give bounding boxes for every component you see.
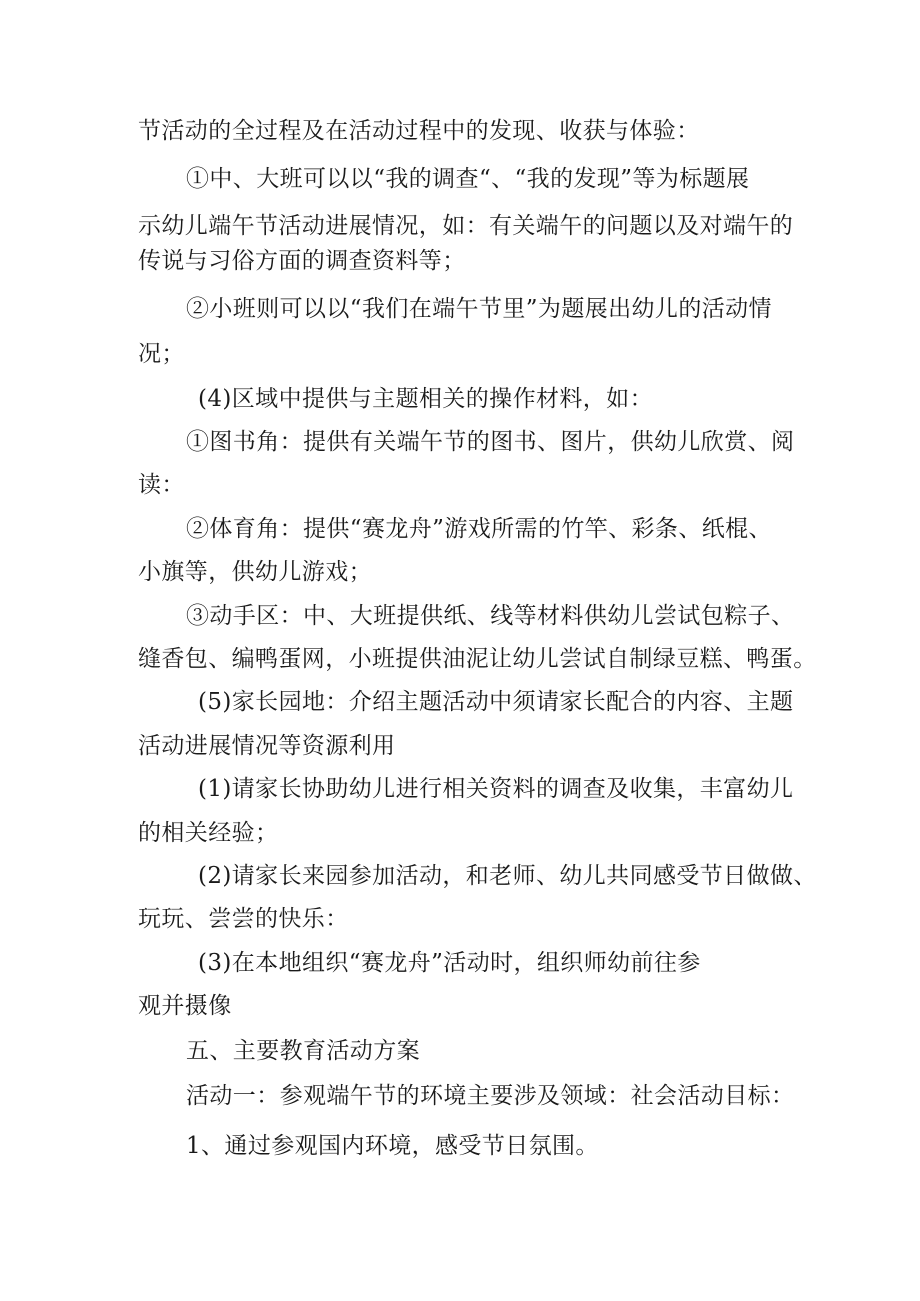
text-line-4: 传说与习俗方面的调查资料等；: [138, 248, 466, 274]
text-line-10: ②体育角：提供“赛龙舟”游戏所需的竹竿、彩条、纸棍、: [186, 516, 772, 542]
text-line-15: 活动进展情况等资源利用: [138, 733, 396, 759]
text-line-8: ①图书角：提供有关端午节的图书、图片，供幼儿欣赏、阅: [186, 429, 795, 455]
text-line-21: 观并摄像: [138, 993, 232, 1019]
text-line-23: 活动一：参观端午节的环境主要涉及领域：社会活动目标：: [186, 1083, 795, 1109]
text-line-19: 玩玩、尝尝的快乐：: [138, 906, 349, 932]
text-line-17: 的相关经验；: [138, 820, 279, 846]
text-line-24: 1、通过参观国内环境，感受节日氛围。: [186, 1133, 599, 1159]
text-line-20: (3)在本地组织“赛龙舟”活动时，组织师幼前往参: [198, 950, 701, 976]
text-line-3: 示幼儿端午节活动进展情况，如：有关端午的问题以及对端午的: [138, 213, 794, 239]
text-line-16: (1)请家长协助幼儿进行相关资料的调查及收集，丰富幼儿: [198, 776, 794, 802]
text-line-12: ③动手区：中、大班提供纸、线等材料供幼儿尝试包粽子、: [186, 603, 795, 629]
text-line-18: (2)请家长来园参加活动，和老师、幼儿共同感受节日做做、: [198, 863, 817, 889]
text-line-1: 节活动的全过程及在活动过程中的发现、收获与体验：: [138, 118, 700, 144]
text-line-5: ②小班则可以以“我们在端午节里”为题展出幼儿的活动情: [186, 296, 772, 322]
text-line-14: (5)家长园地：介绍主题活动中须请家长配合的内容、主题: [198, 689, 794, 715]
text-line-2: ①中、大班可以以“我的调查“、“我的发现”等为标题展: [186, 166, 750, 192]
text-line-11: 小旗等，供幼儿游戏；: [138, 559, 372, 585]
text-line-13: 缝香包、编鸭蛋网，小班提供油泥让幼儿尝试自制绿豆糕、鸭蛋。: [138, 646, 817, 672]
text-line-9: 读：: [138, 472, 185, 498]
text-line-7: (4)区域中提供与主题相关的操作材料，如：: [198, 386, 653, 412]
section-heading: 五、主要教育活动方案: [186, 1038, 420, 1064]
text-line-6: 况；: [138, 341, 185, 367]
